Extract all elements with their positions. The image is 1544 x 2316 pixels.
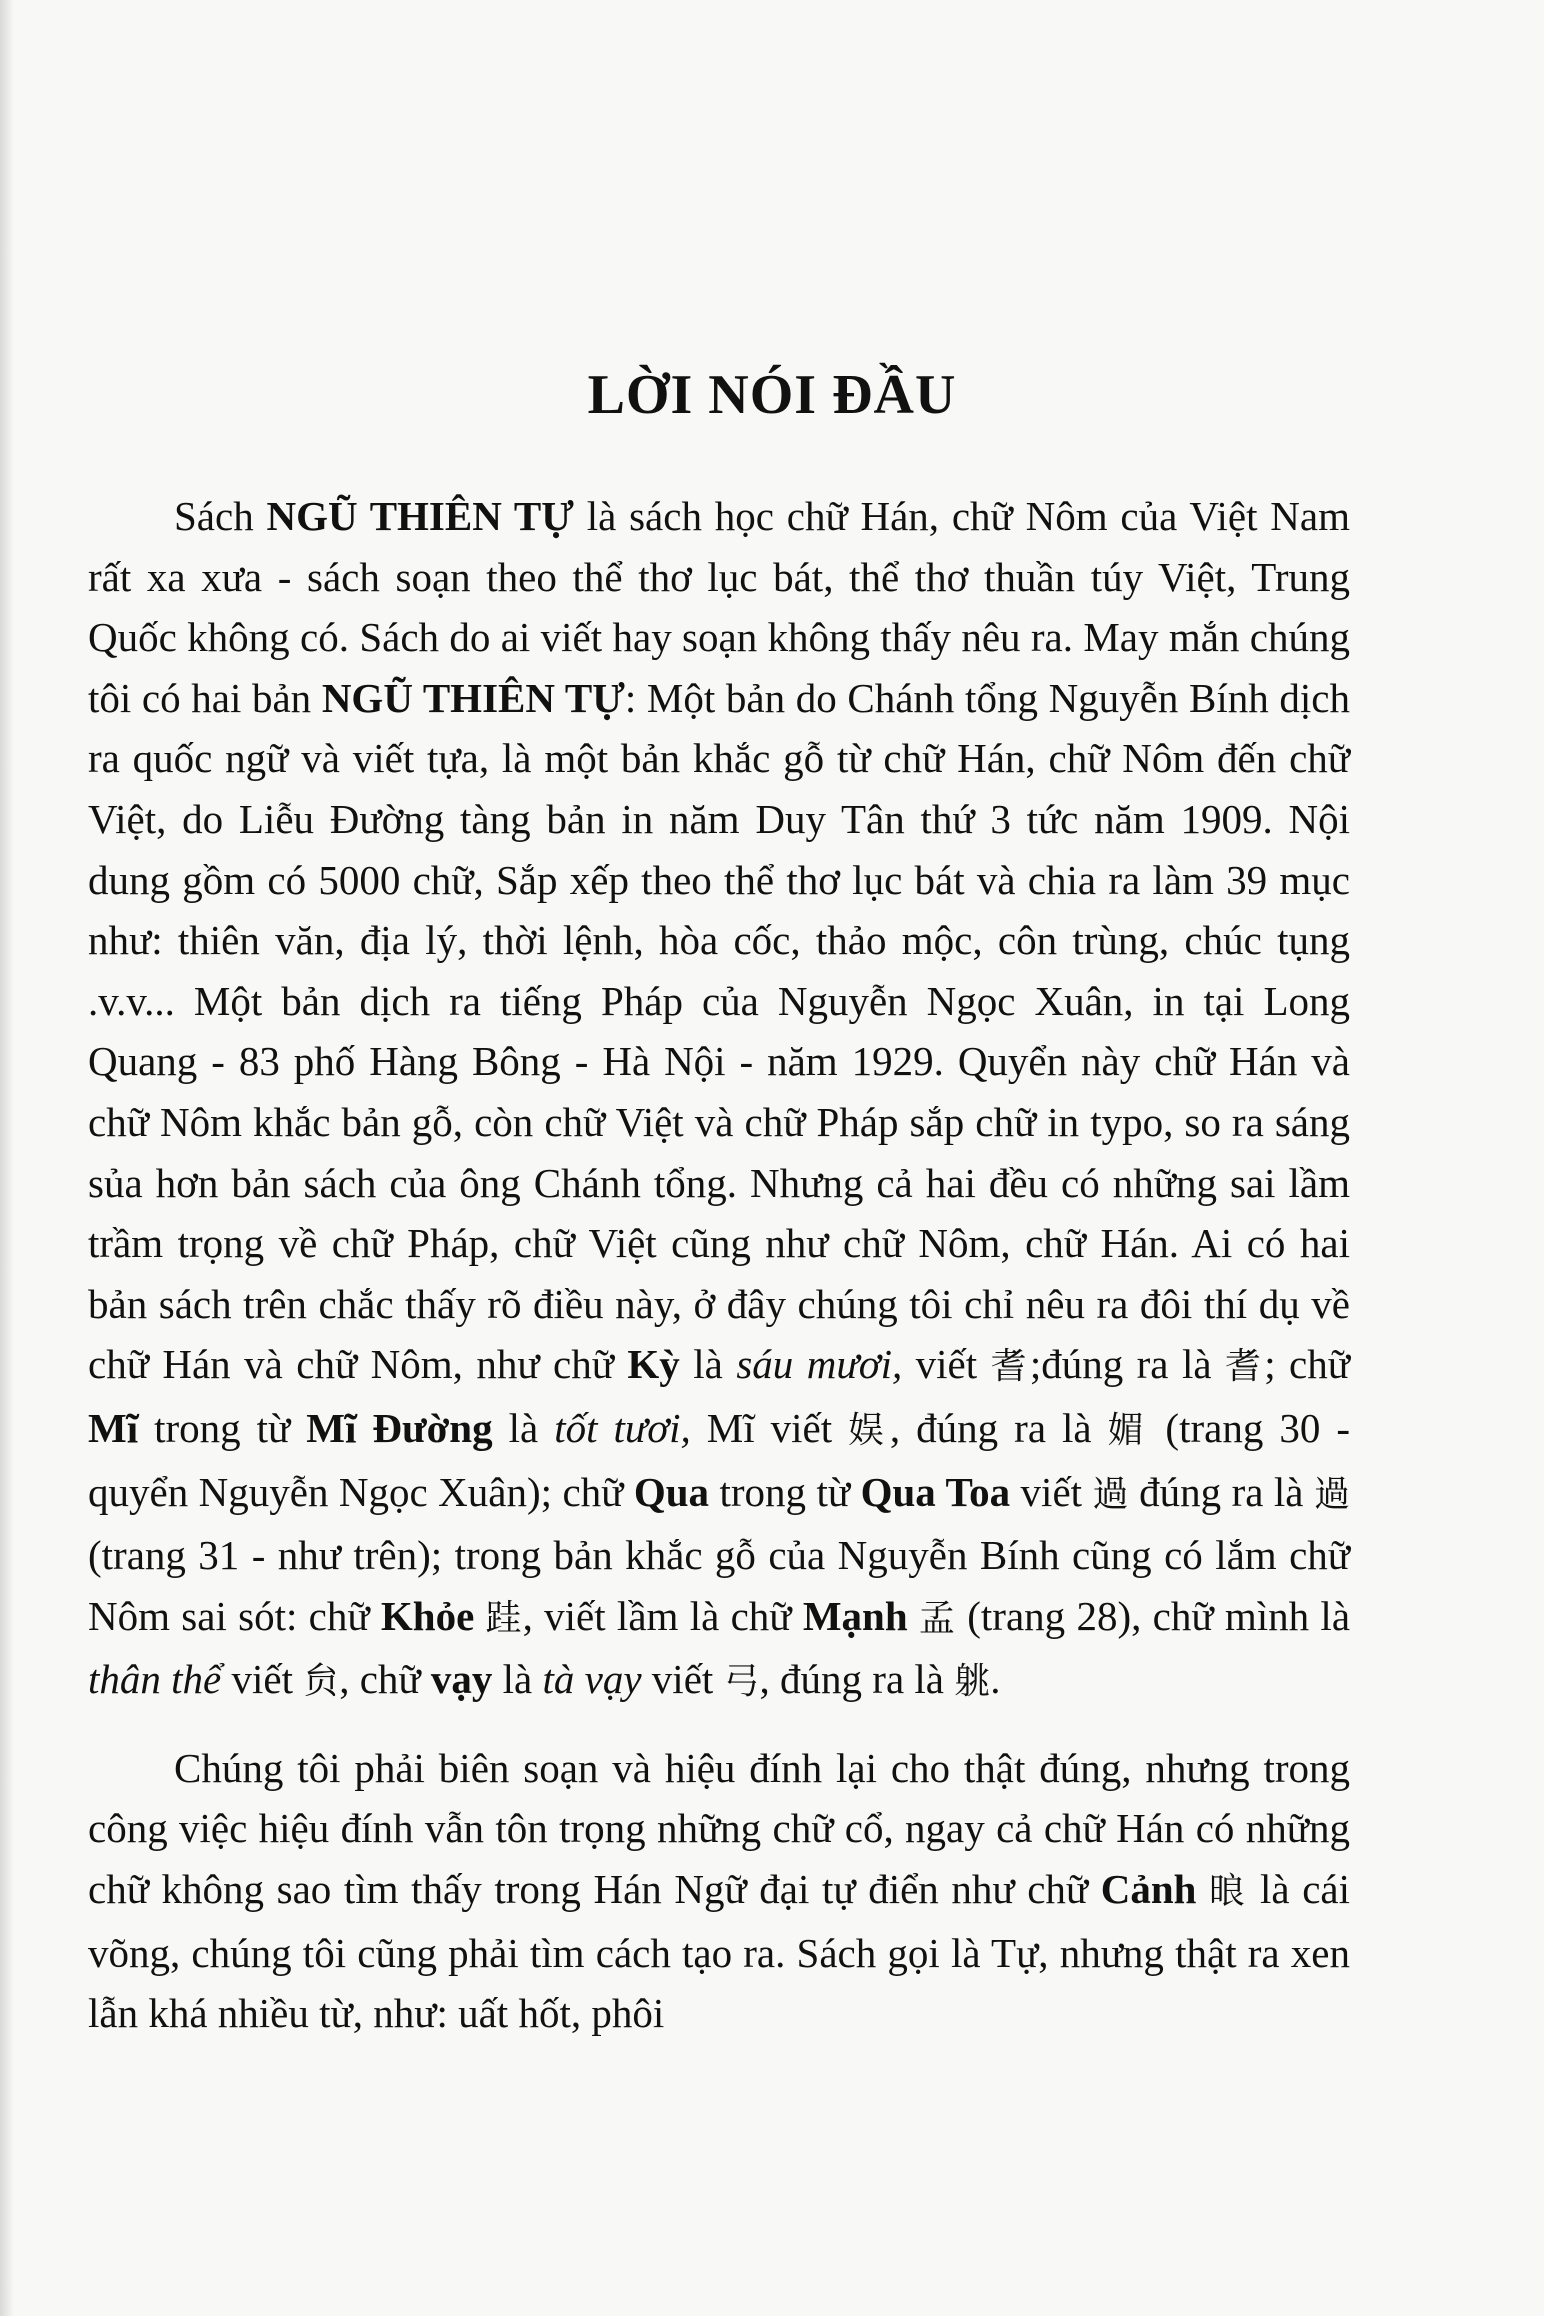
- text-run: Mĩ viết: [690, 1404, 849, 1451]
- han-character: 媚: [1107, 1409, 1150, 1451]
- book-title-bold: NGŨ THIÊN TỰ: [321, 674, 625, 721]
- text-run: , đúng ra là: [759, 1656, 955, 1703]
- text-run: viết: [902, 1341, 991, 1388]
- paragraph-2: [88, 1738, 1350, 2044]
- text-run: là cái võng, chúng tôi cũng phải tìm cách tạo ra. Sách gọi là Tự, nhưng thật ra xen lẫn khá nhiều từ, như: uất hốt, phôi: [88, 1866, 1350, 2037]
- text-run: , đúng ra là: [889, 1404, 1108, 1451]
- term-bold: Qua Toa: [860, 1468, 1011, 1515]
- text-run: ;đúng ra là: [1029, 1341, 1226, 1388]
- han-character: 㫰: [1209, 1871, 1248, 1913]
- page-title: LỜI NÓI ĐẦU: [587, 363, 957, 426]
- body-text: [88, 486, 1350, 2044]
- text-run: [474, 1593, 485, 1639]
- term-bold: Qua: [633, 1468, 710, 1515]
- han-character: 䠷: [954, 1661, 991, 1703]
- text-run: trong từ: [709, 1468, 861, 1515]
- han-character: 弓: [723, 1661, 760, 1703]
- text-run: Chúng tôi phải biên soạn và hiệu đính lại cho thật đúng, nhưng trong công việc hiệu đính vẫn tôn trọng những chữ cổ, ngay cả chữ Hán có những chữ không sao tìm thấy trong Hán Ngữ đại tự điển như chữ: [88, 1744, 1350, 1913]
- han-character: 耆: [1225, 1346, 1265, 1388]
- text-run: đúng ra là: [1128, 1468, 1314, 1515]
- text-run: [908, 1593, 919, 1639]
- meaning-italic: tốt tươi,: [554, 1404, 691, 1451]
- meaning-italic: thân thể: [88, 1656, 222, 1703]
- text-run: là sách học chữ Hán, chữ Nôm của Việt Nam rất xa xưa - sách soạn theo thể thơ lục bát, thể thơ thuần túy Việt, Trung Quốc không có. Sách do ai viết hay soạn không thấy nêu ra. May mắn chúng tôi có hai bản: [88, 493, 1350, 721]
- text-run: Sách: [174, 493, 267, 539]
- term-bold: Kỳ: [627, 1341, 680, 1388]
- text-run: là: [679, 1341, 737, 1388]
- han-character: 跬: [485, 1597, 523, 1639]
- text-run: là: [492, 1404, 555, 1451]
- text-run: viết: [1010, 1468, 1093, 1515]
- text-run: (trang 30 - quyển Nguyễn Ngọc Xuân); chữ: [88, 1404, 1350, 1515]
- text-run: , chữ: [339, 1656, 431, 1703]
- term-bold: Cảnh: [1100, 1866, 1197, 1913]
- text-run: viết: [221, 1656, 304, 1703]
- han-character: 過: [1313, 1473, 1350, 1515]
- han-character: 過: [1092, 1473, 1129, 1515]
- text-run: viết: [641, 1656, 724, 1703]
- term-bold: Mĩ: [88, 1404, 139, 1451]
- page-edge-shadow: [0, 0, 14, 2316]
- book-title-bold: NGŨ THIÊN TỰ: [266, 493, 574, 539]
- term-bold: vạy: [430, 1656, 493, 1703]
- text-run: [1196, 1866, 1209, 1912]
- meaning-italic: sáu mươi,: [736, 1341, 903, 1388]
- paragraph-1: [88, 486, 1350, 1713]
- han-character: 贠: [303, 1661, 340, 1703]
- han-character: 娱: [848, 1409, 890, 1451]
- text-run: (trang 28), chữ mình là: [955, 1592, 1351, 1639]
- text-run: ; chữ: [1264, 1341, 1350, 1388]
- text-run: .: [990, 1656, 1001, 1703]
- han-character: 耆: [990, 1346, 1030, 1388]
- text-run: , viết lầm là chữ: [522, 1592, 803, 1639]
- term-bold: Mĩ Đường: [306, 1404, 493, 1451]
- text-run: : Một bản do Chánh tổng Nguyễn Bính dịch ra quốc ngữ và viết tựa, là một bản khắc gỗ từ chữ Hán, chữ Nôm đến chữ Việt, do Liễu Đường tàng bản in năm Duy Tân thứ 3 tức năm 1909. Nội dung gồm có 5000 chữ, Sắp xếp theo thể thơ lục bát và chia ra làm 39 mục như: thiên văn, địa lý, thời lệnh, hòa cốc, thảo mộc, côn trùng, chúc tụng .v.v... Một bản dịch ra tiếng Pháp của Nguyễn Ngọc Xuân, in tại Long Quang - 83 phố Hàng Bông - Hà Nội - năm 1929. Quyển này chữ Hán và chữ Nôm khắc bản gỗ, còn chữ Việt và chữ Pháp sắp chữ in typo, so ra sáng sủa hơn bản sách của ông Chánh tổng. Nhưng cả hai đều có những sai lầm trầm trọng về chữ Pháp, chữ Việt cũng như chữ Nôm, chữ Hán. Ai có hai bản sách trên chắc thấy rõ điều này, ở đây chúng tôi chỉ nêu ra đôi thí dụ về chữ Hán và chữ Nôm, như chữ: [88, 674, 1350, 1388]
- han-character: 孟: [918, 1597, 956, 1639]
- term-bold: Mạnh: [802, 1592, 908, 1639]
- text-run: là: [492, 1656, 543, 1703]
- meaning-italic: tà vạy: [542, 1656, 642, 1703]
- term-bold: Khỏe: [380, 1592, 475, 1639]
- text-run: trong từ: [138, 1404, 307, 1451]
- text-run: (trang 31 - như trên); trong bản khắc gỗ của Nguyễn Bính cũng có lắm chữ Nôm sai sót: chữ: [88, 1532, 1350, 1639]
